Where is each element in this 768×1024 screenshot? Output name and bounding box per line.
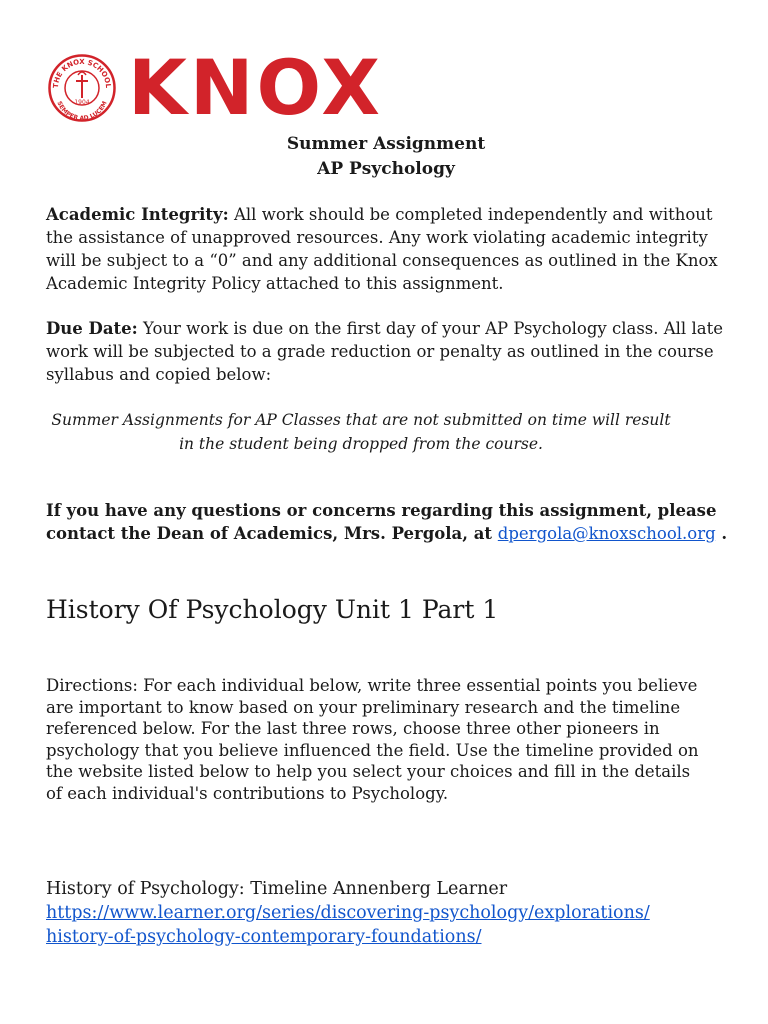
timeline-title: History of Psychology: Timeline Annenberg Learner — [46, 879, 508, 899]
page-title: Summer Assignment — [286, 134, 486, 154]
seal-text-bottom: SEMPER AD LUCEM — [55, 100, 109, 122]
late-policy-quote — [0, 408, 722, 456]
seal-year: 1904 — [74, 99, 90, 106]
school-logo — [48, 43, 383, 132]
contact-paragraph — [46, 499, 736, 545]
school-seal-icon — [48, 54, 116, 122]
due-date-label: Due Date: — [46, 319, 138, 338]
page-subtitle: AP Psychology — [317, 159, 455, 179]
academic-integrity-paragraph — [46, 203, 736, 295]
academic-integrity-label: Academic Integrity: — [46, 205, 229, 224]
due-date-text: Your work is due on the first day of your AP Psychology class. All late work will be subjected to a grade reduction or penalty as outlined in the course syllabus and copied below: — [46, 319, 723, 384]
school-wordmark: KNOX — [128, 43, 383, 132]
directions-paragraph: Directions: For each individual below, write three essential points you believe are important to know based on your preliminary research and the timeline referenced below. For the last three rows, choose three other pioneers in psychology that you believe influenced the field. Use the timeline provided on the website listed below to help you select your choices and fill in the details of each individual's contributions to Psychology. — [46, 676, 699, 803]
seal-text-top: THE KNOX SCHOOL — [51, 57, 113, 89]
timeline-link-line-1[interactable]: https://www.learner.org/series/discovering-psychology/explorations/ — [46, 903, 650, 923]
contact-text: If you have any questions or concerns regarding this assignment, please contact the Dean of Academics, Mrs. Pergola, at — [46, 501, 717, 543]
late-policy-line-2: in the student being dropped from the course. — [179, 435, 543, 453]
academic-integrity-text: All work should be completed independently and without the assistance of unapproved resources. Any work violating academic integrity will be subject to a “0” and any additional consequences as outlined in the Knox Academic Integrity Policy attached to this assignment. — [46, 205, 718, 293]
assignment-header — [0, 132, 768, 182]
unit-heading: History Of Psychology Unit 1 Part 1 — [46, 595, 499, 624]
dean-email-link[interactable]: dpergola@knoxschool.org — [497, 524, 716, 543]
timeline-reference — [46, 877, 650, 949]
contact-suffix: . — [715, 524, 728, 543]
due-date-paragraph — [46, 317, 736, 386]
late-policy-line-1: Summer Assignments for AP Classes that are not submitted on time will result — [51, 411, 671, 429]
timeline-link-line-2[interactable]: history-of-psychology-contemporary-foundations/ — [46, 927, 482, 947]
